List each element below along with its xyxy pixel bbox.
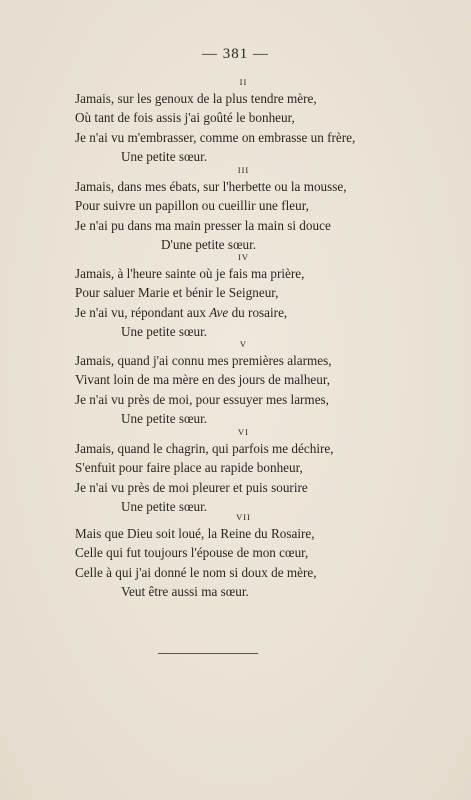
verse-line: Jamais, dans mes ébats, sur l'herbette ou la mousse, bbox=[75, 179, 347, 194]
closing-rule bbox=[158, 653, 258, 654]
verse-refrain: Une petite sœur. bbox=[121, 410, 208, 426]
verse-line: Jamais, sur les genoux de la plus tendre mère, bbox=[75, 91, 317, 106]
stanza-numeral: III bbox=[237, 165, 250, 175]
page-number: — 381 — bbox=[202, 46, 269, 62]
verse-line: Jamais, à l'heure sainte où je fais ma prière, bbox=[75, 266, 305, 281]
verse-line: Celle qui fut toujours l'épouse de mon cœur, bbox=[75, 545, 309, 561]
verse-line bbox=[75, 303, 471, 322]
verse-line-start: Je n'ai vu, répondant aux bbox=[75, 304, 210, 320]
verse-italic-word: Ave bbox=[209, 304, 229, 320]
verse-refrain: D'une petite sœur. bbox=[161, 236, 257, 252]
stanza-numeral: IV bbox=[238, 252, 249, 262]
verse-line: Jamais, quand le chagrin, qui parfois me déchire, bbox=[75, 441, 334, 456]
verse-refrain: Veut être aussi ma sœur. bbox=[121, 583, 249, 599]
verse-line: Vivant loin de ma mère en des jours de malheur, bbox=[75, 372, 331, 388]
verse-refrain: Une petite sœur. bbox=[121, 323, 208, 339]
verse-line: Je n'ai vu près de moi, pour essuyer mes larmes, bbox=[75, 391, 329, 407]
verse-refrain: Une petite sœur. bbox=[121, 148, 208, 164]
verse-line: Je n'ai vu près de moi pleurer et puis sourire bbox=[75, 479, 308, 495]
stanza-7 bbox=[0, 510, 471, 601]
stanza-2 bbox=[0, 75, 471, 166]
verse-line: Pour suivre un papillon ou cueillir une fleur, bbox=[75, 198, 309, 214]
verse-line: S'enfuit pour faire place au rapide bonheur, bbox=[75, 460, 303, 476]
stanza-4 bbox=[0, 250, 471, 341]
verse-line-end: du rosaire, bbox=[228, 304, 288, 320]
stanza-6 bbox=[0, 425, 471, 516]
verse-line: Je n'ai pu dans ma main presser la main si douce bbox=[75, 217, 331, 233]
verse-line: Jamais, quand j'ai connu mes premières alarmes, bbox=[75, 353, 332, 368]
stanza-numeral: V bbox=[239, 339, 248, 349]
verse-line: Pour saluer Marie et bénir le Seigneur, bbox=[75, 285, 279, 301]
verse-line: Je n'ai vu m'embrasser, comme on embrasse un frère, bbox=[75, 129, 356, 145]
stanza-5 bbox=[0, 337, 471, 428]
verse-line: Où tant de fois assis j'ai goûté le bonheur, bbox=[75, 110, 295, 126]
stanza-numeral: II bbox=[239, 77, 248, 87]
verse-refrain: Une petite sœur. bbox=[121, 498, 208, 514]
verse-line: Celle à qui j'ai donné le nom si doux de mère, bbox=[75, 564, 317, 580]
stanza-numeral: VII bbox=[236, 512, 251, 522]
stanza-numeral: VI bbox=[238, 427, 249, 437]
verse-line: Mais que Dieu soit loué, la Reine du Rosaire, bbox=[75, 526, 315, 541]
stanza-3 bbox=[0, 163, 471, 254]
